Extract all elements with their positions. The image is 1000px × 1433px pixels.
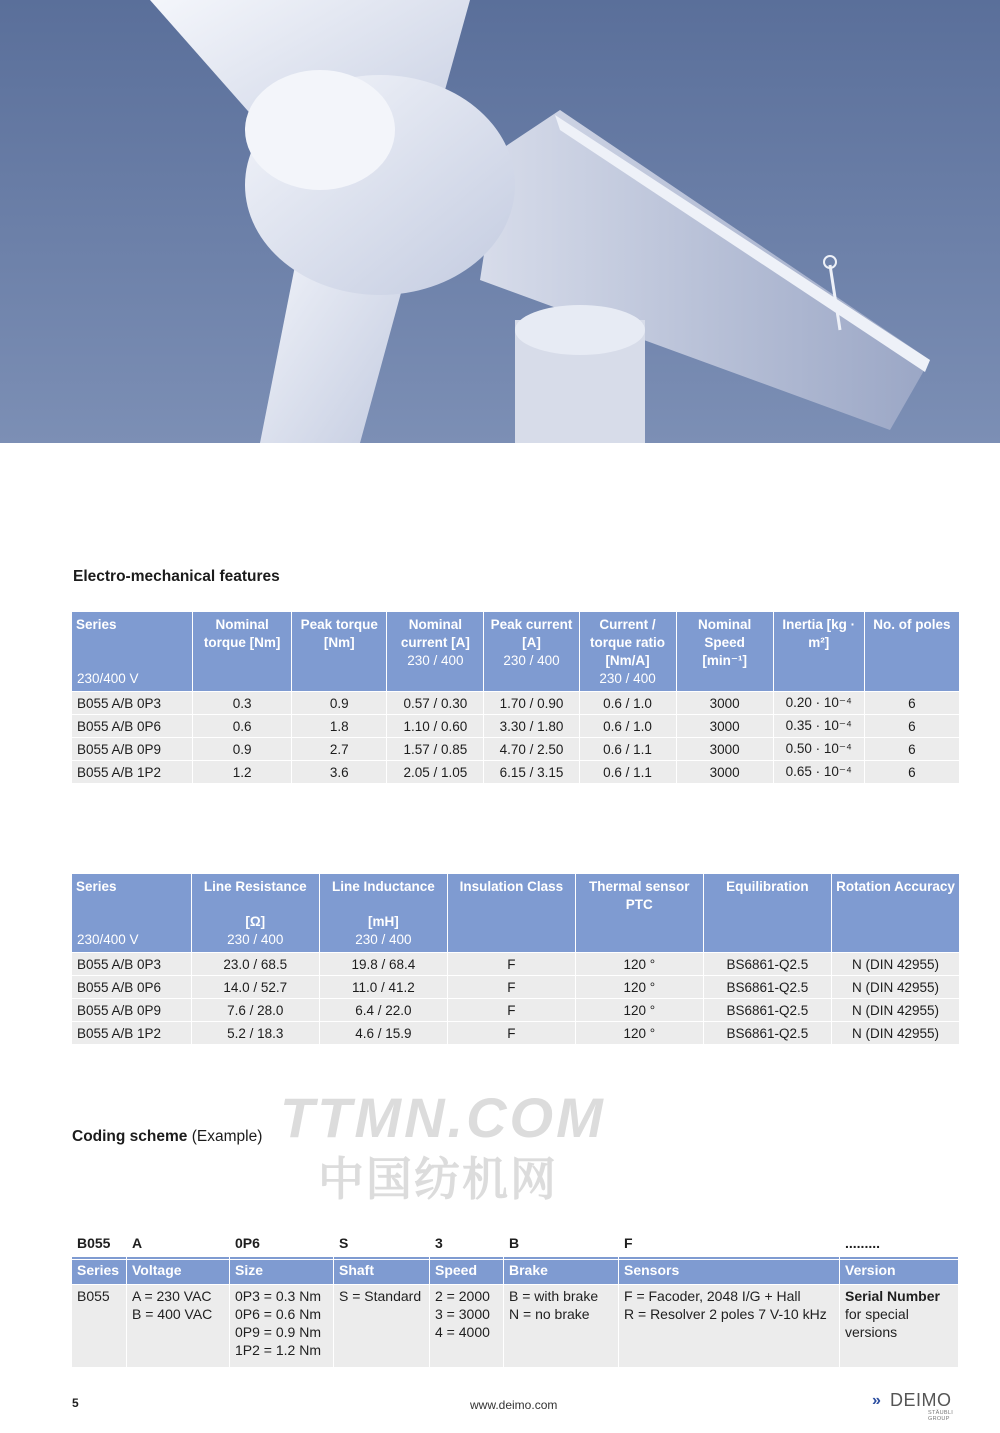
cell-value: 3.6 bbox=[292, 761, 386, 783]
header-thermal-sensor: Thermal sensor PTC bbox=[576, 874, 703, 952]
cell-series: B055 A/B 0P6 bbox=[72, 715, 192, 737]
cell-value: 0.3 bbox=[193, 692, 291, 714]
logo-word: DEIMO bbox=[890, 1390, 952, 1410]
cell-series: B055 A/B 0P9 bbox=[72, 999, 191, 1021]
logo-subtitle: STÄUBLI GROUP bbox=[928, 1410, 954, 1422]
cell-value: 120 ° bbox=[576, 976, 703, 998]
footer-url[interactable]: www.deimo.com bbox=[470, 1398, 558, 1412]
hero-image bbox=[0, 0, 1000, 443]
cell-value: 6 bbox=[865, 715, 959, 737]
cell-value: 120 ° bbox=[576, 1022, 703, 1044]
cell-value: 0.57 / 0.30 bbox=[387, 692, 483, 714]
cell-value: 6.4 / 22.0 bbox=[320, 999, 447, 1021]
code-letter: B bbox=[504, 1233, 618, 1259]
cell-value: BS6861-Q2.5 bbox=[704, 976, 831, 998]
code-head-series: Series bbox=[72, 1260, 126, 1284]
cell-value: N (DIN 42955) bbox=[832, 1022, 959, 1044]
code-letter: 3 bbox=[430, 1233, 503, 1259]
coding-letters-row bbox=[72, 1233, 958, 1259]
cell-value: 6 bbox=[865, 761, 959, 783]
cell-value: F bbox=[448, 1022, 575, 1044]
header-nominal-current: Nominal current [A] 230 / 400 bbox=[387, 612, 483, 691]
cell-value: 2.05 / 1.05 bbox=[387, 761, 483, 783]
cell-value: 3000 bbox=[677, 738, 773, 760]
cell-series: B055 A/B 0P3 bbox=[72, 692, 192, 714]
cell-value: 3000 bbox=[677, 761, 773, 783]
cell-value: N (DIN 42955) bbox=[832, 953, 959, 975]
cell-value: 1.8 bbox=[292, 715, 386, 737]
cell-series: B055 A/B 0P6 bbox=[72, 976, 191, 998]
header-inertia: Inertia [kg · m²] bbox=[774, 612, 864, 691]
code-letter: F bbox=[619, 1233, 839, 1259]
cell-series: B055 A/B 1P2 bbox=[72, 1022, 191, 1044]
cell-value: 0.9 bbox=[193, 738, 291, 760]
cell-value: 1.57 / 0.85 bbox=[387, 738, 483, 760]
cell-value: F bbox=[448, 953, 575, 975]
section-title-coding-scheme: Coding scheme (Example) bbox=[72, 1128, 263, 1145]
cell-value: 0.20 · 10⁻⁴ bbox=[774, 692, 864, 714]
cell-value: 2.7 bbox=[292, 738, 386, 760]
table-header-row bbox=[72, 874, 959, 952]
code-values-sensors: F = Facoder, 2048 I/G + Hall R = Resolver 2 poles 7 V-10 kHz bbox=[619, 1285, 839, 1367]
cell-value: 1.70 / 0.90 bbox=[484, 692, 578, 714]
cell-value: 0.6 bbox=[193, 715, 291, 737]
cell-value: N (DIN 42955) bbox=[832, 999, 959, 1021]
cell-series: B055 A/B 1P2 bbox=[72, 761, 192, 783]
cell-value: 0.6 / 1.0 bbox=[580, 715, 676, 737]
cell-series: B055 A/B 0P9 bbox=[72, 738, 192, 760]
header-nominal-torque: Nominal torque [Nm] bbox=[193, 612, 291, 691]
code-letter: S bbox=[334, 1233, 429, 1259]
cell-value: 0.6 / 1.1 bbox=[580, 738, 676, 760]
watermark bbox=[270, 1085, 710, 1205]
code-letter: ......... bbox=[840, 1233, 958, 1259]
table-row bbox=[72, 715, 959, 737]
cell-value: 0.6 / 1.1 bbox=[580, 761, 676, 783]
cell-value: 120 ° bbox=[576, 999, 703, 1021]
table-row bbox=[72, 761, 959, 783]
table-header-row bbox=[72, 612, 959, 691]
cell-value: 0.35 · 10⁻⁴ bbox=[774, 715, 864, 737]
code-head-sensors: Sensors bbox=[619, 1260, 839, 1284]
header-rotation-accuracy: Rotation Accuracy bbox=[832, 874, 959, 952]
cell-value: 0.50 · 10⁻⁴ bbox=[774, 738, 864, 760]
cell-value: 120 ° bbox=[576, 953, 703, 975]
header-poles: No. of poles bbox=[865, 612, 959, 691]
header-insulation-class: Insulation Class bbox=[448, 874, 575, 952]
cell-value: 3000 bbox=[677, 692, 773, 714]
table-row bbox=[72, 738, 959, 760]
code-values-brake: B = with brake N = no brake bbox=[504, 1285, 618, 1367]
header-current-torque-ratio: Current / torque ratio [Nm/A] 230 / 400 bbox=[580, 612, 676, 691]
coding-scheme-table bbox=[71, 1232, 959, 1368]
header-nominal-speed: Nominal Speed [min⁻¹] bbox=[677, 612, 773, 691]
table-row bbox=[72, 1022, 959, 1044]
cell-value: BS6861-Q2.5 bbox=[704, 953, 831, 975]
code-values-size: 0P3 = 0.3 Nm 0P6 = 0.6 Nm 0P9 = 0.9 Nm 1P2 = 1.2 Nm bbox=[230, 1285, 333, 1367]
header-peak-torque: Peak torque [Nm] bbox=[292, 612, 386, 691]
electro-mechanical-table bbox=[71, 611, 960, 784]
coding-values-row bbox=[72, 1285, 958, 1367]
cell-value: 1.10 / 0.60 bbox=[387, 715, 483, 737]
code-letter: B055 bbox=[72, 1233, 126, 1259]
code-values-version: Serial Number for special versions bbox=[840, 1285, 958, 1367]
code-head-brake: Brake bbox=[504, 1260, 618, 1284]
cell-value: 4.6 / 15.9 bbox=[320, 1022, 447, 1044]
cell-value: 14.0 / 52.7 bbox=[192, 976, 319, 998]
cell-value: 3000 bbox=[677, 715, 773, 737]
cell-value: 3.30 / 1.80 bbox=[484, 715, 578, 737]
header-equilibration: Equilibration bbox=[704, 874, 831, 952]
cell-value: 1.2 bbox=[193, 761, 291, 783]
cell-value: 4.70 / 2.50 bbox=[484, 738, 578, 760]
header-series: Series 230/400 V bbox=[72, 612, 192, 691]
section-title-electro-mechanical: Electro-mechanical features bbox=[73, 568, 280, 585]
cell-value: 6 bbox=[865, 738, 959, 760]
header-series: Series 230/400 V bbox=[72, 874, 191, 952]
table-row bbox=[72, 976, 959, 998]
page-number: 5 bbox=[72, 1396, 79, 1410]
code-values-series: B055 bbox=[72, 1285, 126, 1367]
code-head-speed: Speed bbox=[430, 1260, 503, 1284]
cell-value: 7.6 / 28.0 bbox=[192, 999, 319, 1021]
logo-chevron-icon: » bbox=[872, 1392, 878, 1409]
cell-value: 0.6 / 1.0 bbox=[580, 692, 676, 714]
code-values-shaft: S = Standard bbox=[334, 1285, 429, 1367]
coding-heads-row bbox=[72, 1260, 958, 1284]
cell-value: 23.0 / 68.5 bbox=[192, 953, 319, 975]
code-values-speed: 2 = 2000 3 = 3000 4 = 4000 bbox=[430, 1285, 503, 1367]
code-values-voltage: A = 230 VAC B = 400 VAC bbox=[127, 1285, 229, 1367]
cell-series: B055 A/B 0P3 bbox=[72, 953, 191, 975]
table-row bbox=[72, 692, 959, 714]
table-row bbox=[72, 999, 959, 1021]
header-line-resistance: Line Resistance [Ω] 230 / 400 bbox=[192, 874, 319, 952]
code-head-version: Version bbox=[840, 1260, 958, 1284]
cell-value: 6.15 / 3.15 bbox=[484, 761, 578, 783]
code-head-size: Size bbox=[230, 1260, 333, 1284]
header-peak-current: Peak current [A] 230 / 400 bbox=[484, 612, 578, 691]
deimo-logo bbox=[872, 1390, 962, 1420]
electrical-properties-table bbox=[71, 873, 960, 1045]
code-head-voltage: Voltage bbox=[127, 1260, 229, 1284]
code-head-shaft: Shaft bbox=[334, 1260, 429, 1284]
cell-value: 0.9 bbox=[292, 692, 386, 714]
code-letter: 0P6 bbox=[230, 1233, 333, 1259]
wind-turbine-photo bbox=[0, 0, 1000, 443]
cell-value: 6 bbox=[865, 692, 959, 714]
table-row bbox=[72, 953, 959, 975]
cell-value: 19.8 / 68.4 bbox=[320, 953, 447, 975]
watermark-line1: TTMN.COM bbox=[280, 1086, 606, 1149]
cell-value: 0.65 · 10⁻⁴ bbox=[774, 761, 864, 783]
watermark-line2: 中国纺机网 bbox=[318, 1153, 558, 1205]
cell-value: BS6861-Q2.5 bbox=[704, 999, 831, 1021]
header-line-inductance: Line Inductance [mH] 230 / 400 bbox=[320, 874, 447, 952]
cell-value: 11.0 / 41.2 bbox=[320, 976, 447, 998]
cell-value: 5.2 / 18.3 bbox=[192, 1022, 319, 1044]
cell-value: BS6861-Q2.5 bbox=[704, 1022, 831, 1044]
cell-value: F bbox=[448, 999, 575, 1021]
cell-value: N (DIN 42955) bbox=[832, 976, 959, 998]
code-letter: A bbox=[127, 1233, 229, 1259]
cell-value: F bbox=[448, 976, 575, 998]
